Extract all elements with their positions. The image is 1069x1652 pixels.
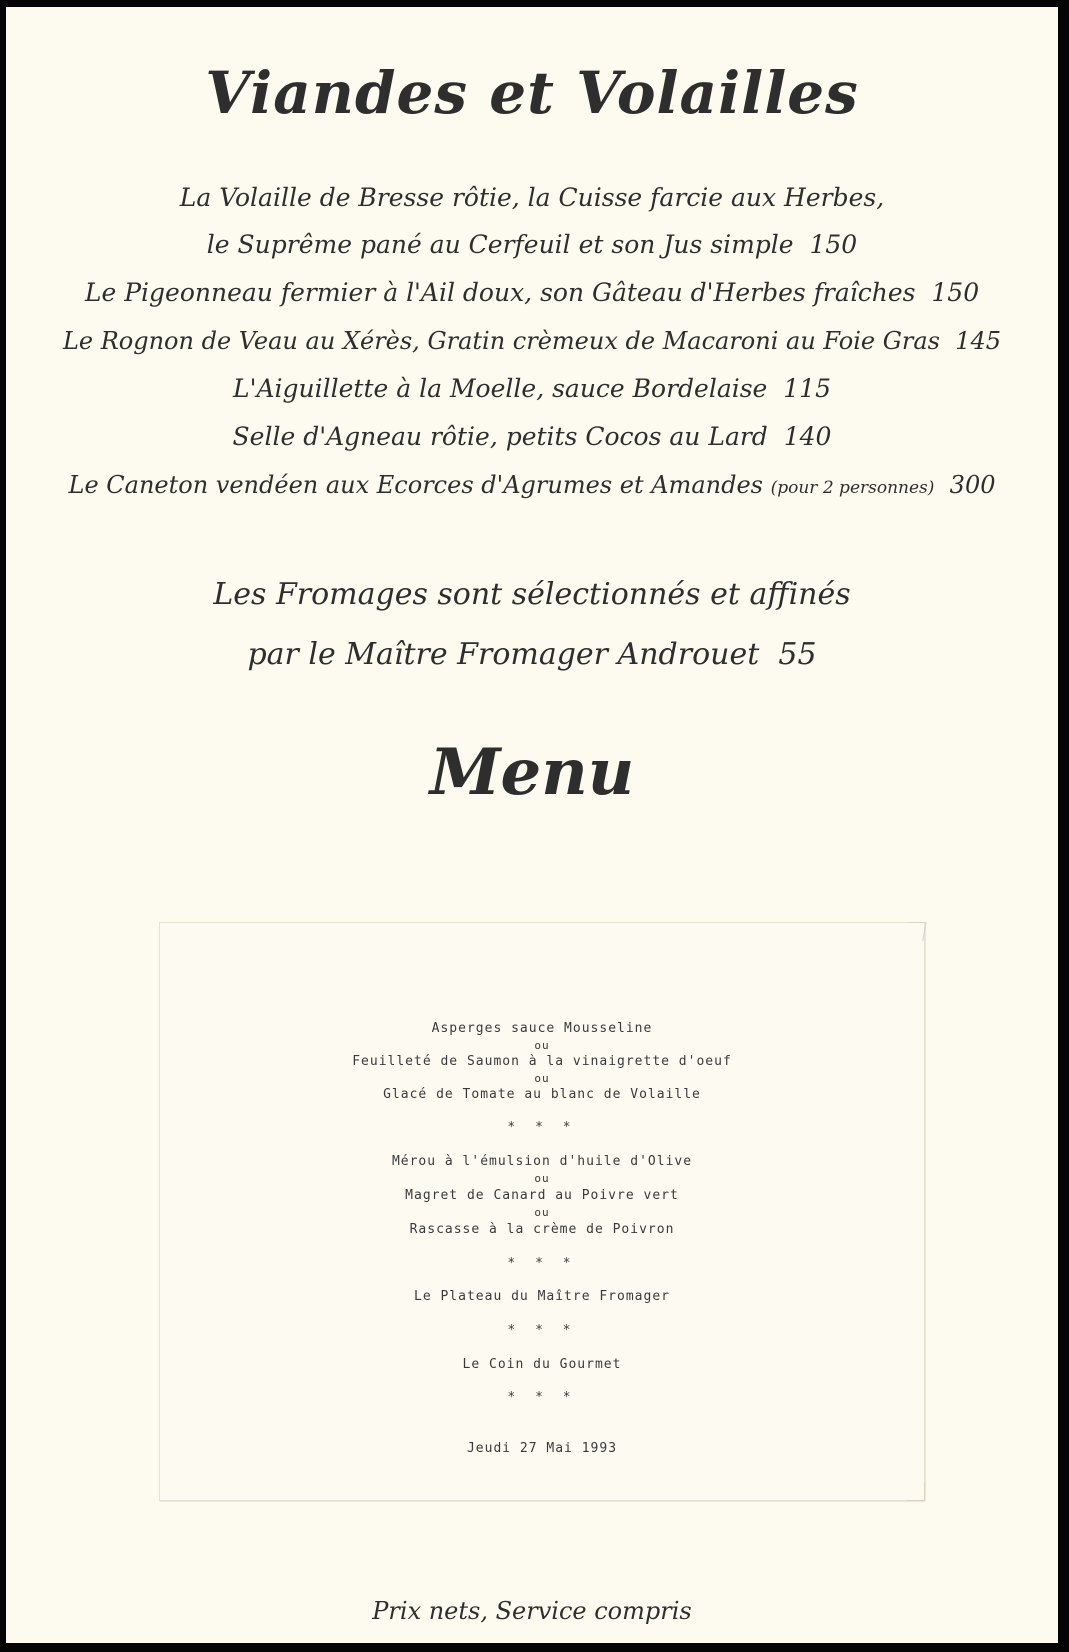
dish-price: 140 xyxy=(783,422,832,451)
dish-line xyxy=(6,365,1058,413)
dish-line xyxy=(6,461,1058,509)
dish-name: Le Pigeonneau fermier à l'Ail doux, son Gâteau d'Herbes fraîches xyxy=(84,278,916,307)
dish-line xyxy=(6,413,1058,461)
menu-item: Asperges sauce Mousseline xyxy=(431,1021,653,1036)
separator: * * * xyxy=(507,1323,577,1338)
menu-date: Jeudi 27 Mai 1993 xyxy=(466,1441,618,1456)
menu-item: Magret de Canard au Poivre vert xyxy=(405,1188,679,1203)
dish-price: 145 xyxy=(955,327,1002,355)
menu-item: Glacé de Tomate au blanc de Volaille xyxy=(383,1087,701,1102)
menu-heading: Menu xyxy=(429,735,635,810)
cheese-text: par le Maître Fromager Androuet xyxy=(247,637,760,672)
menu-item: Mérou à l'émulsion d'huile d'Olive xyxy=(391,1154,693,1169)
menu-card xyxy=(159,922,925,1501)
or-word: ou xyxy=(534,1206,550,1219)
footer-note: Prix nets, Service compris xyxy=(372,1597,692,1625)
dish-name: L'Aiguillette à la Moelle, sauce Bordelaise xyxy=(233,374,768,403)
separator: * * * xyxy=(507,1120,577,1135)
separator: * * * xyxy=(507,1256,577,1271)
or-word: ou xyxy=(534,1172,550,1185)
dish-name: le Suprême pané au Cerfeuil et son Jus simple xyxy=(206,230,794,259)
dish-line xyxy=(6,269,1058,317)
or-word: ou xyxy=(534,1039,550,1052)
cheese-line-1: Les Fromages sont sélectionnés et affinés xyxy=(213,577,851,612)
menu-item: Le Plateau du Maître Fromager xyxy=(414,1289,670,1304)
dish-price: 115 xyxy=(783,374,831,403)
menu-item: Feuilleté de Saumon à la vinaigrette d'oeuf xyxy=(352,1054,732,1069)
dish-name: Le Rognon de Veau au Xérès, Gratin crèmeux de Macaroni au Foie Gras xyxy=(62,327,940,355)
dish-line xyxy=(6,221,1058,269)
menu-page xyxy=(6,7,1058,1643)
card-corner xyxy=(904,922,926,941)
card-corner xyxy=(906,1482,925,1501)
or-word: ou xyxy=(534,1072,550,1085)
cheese-line-2 xyxy=(6,625,1058,685)
dish-name: Le Caneton vendéen aux Ecorces d'Agrumes et Amandes xyxy=(68,471,763,499)
dish-line xyxy=(6,174,1058,222)
dish-price: 150 xyxy=(931,278,980,307)
dish-name: Selle d'Agneau rôtie, petits Cocos au Lard xyxy=(232,422,768,451)
page-title: Viandes et Volailles xyxy=(205,59,859,127)
menu-item: Le Coin du Gourmet xyxy=(462,1357,622,1372)
dish-line xyxy=(6,317,1058,365)
separator: * * * xyxy=(507,1390,577,1405)
dish-price: 300 xyxy=(949,471,996,499)
menu-item: Rascasse à la crème de Poivron xyxy=(409,1222,675,1237)
dish-name: La Volaille de Bresse rôtie, la Cuisse farcie aux Herbes, xyxy=(179,183,885,212)
dish-note: (pour 2 personnes) xyxy=(770,478,935,498)
dish-price: 150 xyxy=(809,230,858,259)
cheese-price: 55 xyxy=(778,637,817,672)
